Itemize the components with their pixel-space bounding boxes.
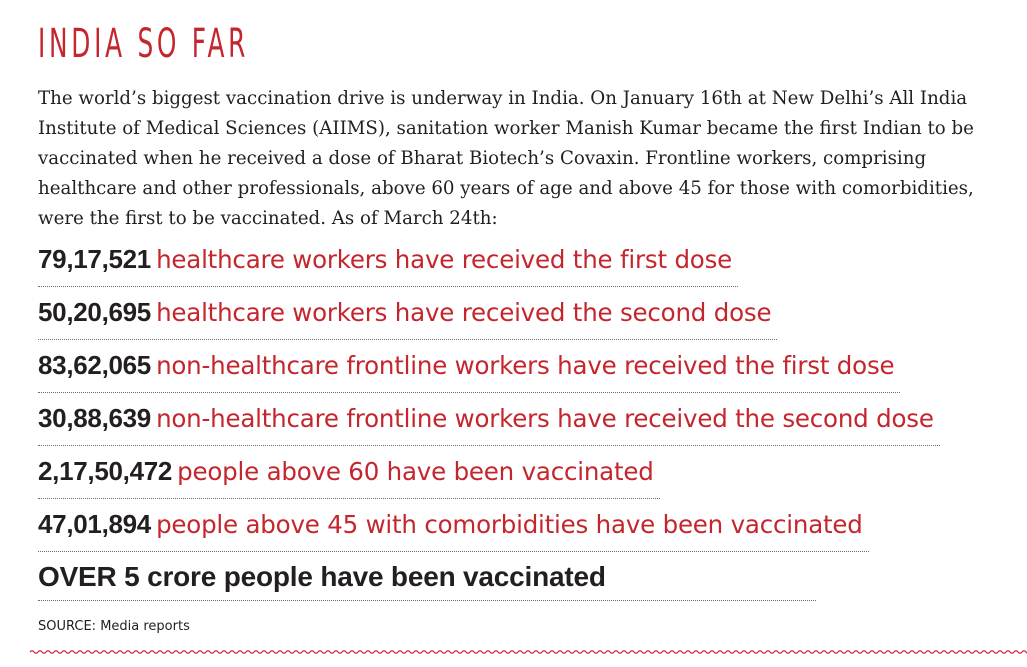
stat-line (38, 295, 777, 340)
stat-description: non-healthcare frontline workers have received the second dose (156, 404, 934, 433)
stat-line (38, 348, 900, 393)
stat-line (38, 242, 738, 287)
infographic (38, 20, 998, 634)
stats-list (38, 242, 998, 613)
stat-line (38, 507, 869, 552)
stat-description: people above 60 have been vaccinated (177, 457, 654, 486)
stat-row (38, 454, 998, 507)
intro-paragraph: The world’s biggest vaccination drive is underway in India. On January 16th at New Delhi’s All India Institute of Medical Sciences (AIIMS), sanitation worker Manish Kumar became the first Indian to be vaccinated when he received a dose of Bharat Biotech’s Covaxin. Frontline workers, comprising healthcare and other professionals, above 60 years of age and above 45 for those with comorbidities, were the first to be vaccinated. As of March 24th: (38, 88, 974, 229)
stat-row (38, 507, 998, 560)
summary-row (38, 560, 998, 613)
stat-number: 2,17,50,472 (38, 456, 173, 486)
stat-number: 83,62,065 (38, 350, 151, 380)
stat-number: 50,20,695 (38, 297, 151, 327)
stat-number: 47,01,894 (38, 509, 151, 539)
stat-description: people above 45 with comorbidities have been vaccinated (156, 510, 863, 539)
wavy-divider-line (30, 651, 1027, 654)
stat-line (38, 454, 660, 499)
source-note: SOURCE: Media reports (38, 619, 190, 634)
stat-row (38, 401, 998, 454)
stat-description: non-healthcare frontline workers have received the first dose (156, 351, 895, 380)
page-title: INDIA SO FAR (38, 21, 250, 67)
stat-number: 79,17,521 (38, 244, 151, 274)
stat-line (38, 401, 940, 446)
stat-number: 30,88,639 (38, 403, 151, 433)
stat-description: healthcare workers have received the second dose (156, 298, 772, 327)
wavy-divider (0, 646, 1027, 658)
stat-description: healthcare workers have received the first dose (156, 245, 733, 274)
stat-row (38, 348, 998, 401)
stat-row (38, 295, 998, 348)
stat-row (38, 242, 998, 295)
summary-text: OVER 5 crore people have been vaccinated (38, 560, 816, 601)
